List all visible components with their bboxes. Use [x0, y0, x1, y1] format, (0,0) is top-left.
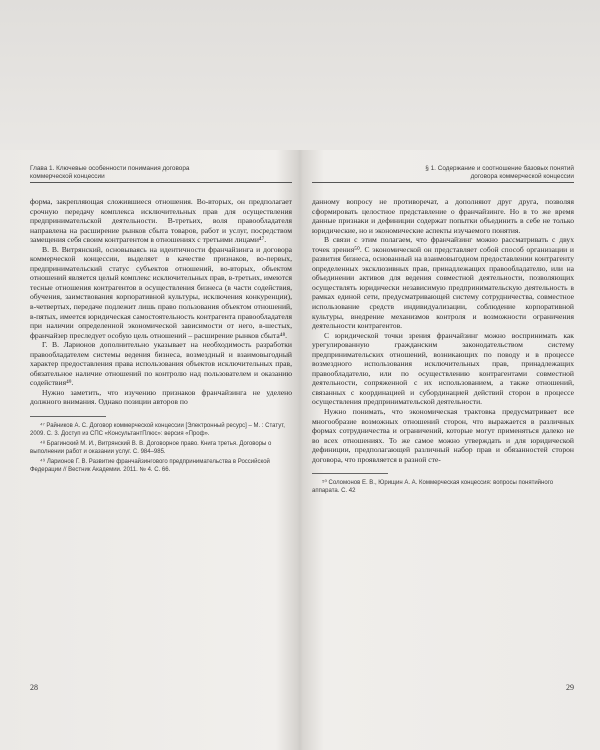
right-page — [312, 150, 574, 690]
header-line-1: § 1. Содержание и соотношение базовых понятий — [425, 165, 574, 172]
paragraph: В связи с этим полагаем, что франчайзинг можно рассматривать с двух точек зрения⁵⁰. С экономической он представляет собой способ организации и развития бизнеса, основанный на взаимовыгодном предоставлении контрагенту определенных эксклюзивных прав, принадлежащих правообладателю, или на объединении активов для ведения совместной деятельности, позволяющих осуществлять юридически независимую предпринимательскую деятельность в рамках единой сети, предусматривающей систему сотрудничества, совместное использование средств индивидуализации, соблюдение корпоративной культуры, внедрение механизмов контроля и возможности ограничения деятельности контрагентов. — [312, 235, 574, 331]
header-line-2: коммерческой концессии — [30, 173, 105, 180]
paragraph: Г. В. Ларионов дополнительно указывает на необходимость разработки правообладателем системы ведения бизнеса, возмездный и взаимовыгодный характер предоставления права использования объектов исключительных прав, обязательное наличие отношений по контролю над пользователем и оказанию содействия⁴⁹. — [30, 340, 292, 388]
page-top-margin — [0, 0, 600, 150]
page-number: 28 — [30, 683, 38, 692]
paragraph: форма, закрепляющая сложившиеся отношения. Во-вторых, он предполагает срочную передачу комплекса исключительных прав для осуществления предпринимательской деятельности. В-третьих, воля правообладателя направлена на расширение рынков сбыта товаров, работ и услуг, посредством замещения себя своим контрагентом в отношениях с третьими лицами⁴⁷. — [30, 197, 292, 245]
page-number: 29 — [566, 683, 574, 692]
footnote: ⁴⁸ Брагинский М. И., Витрянский В. В. Договорное право. Книга третья. Договоры о выполнении работ и оказании услуг. С. 984–985. — [30, 441, 272, 455]
footnote: ⁴⁷ Райников А. С. Договор коммерческой концессии [Электронный ресурс] – М. : Статут, 2009. С. 3. Доступ из СПС «КонсультантПлюс»: версия «Проф». — [30, 423, 285, 437]
footnote-divider — [312, 473, 388, 474]
body-text — [30, 197, 292, 407]
paragraph: С юридической точки зрения франчайзинг можно воспринимать как урегулированную гражданским законодательством систему предпринимательских отношений, возникающих по поводу и в процессе возмездного использования исключительных прав, принадлежащих правообладателю, или по осуществлению контрагентами совместной деятельности, сопряженной с их использованием, а также отношений, связанных с координацией и субординацией действий сторон в процессе осуществления предпринимательской деятельности. — [312, 330, 574, 407]
running-header — [312, 165, 574, 183]
left-page — [30, 150, 292, 690]
running-header — [30, 165, 292, 183]
paragraph: В. В. Витрянский, основываясь на идентичности франчайзинга и договора коммерческой концессии, выделяет в качестве признаков, во-первых, предпринимательский статус субъектов отношений, во-вторых, объектом отношений является целый комплекс исключительных прав, в-третьих, имеются тесные отношения контрагентов в осуществления бизнеса (в части содействия, обучения, заимствования корпоративной культуры, исключения конкуренции), в-четвертых, передаче подлежит лишь право пользования объектом отношений, в-пятых, имеется юридическая самостоятельность контрагента правообладателя при наличии определенной экономической зависимости от него, в-шестых, франчайзер преследует особую цель отношений – расширение рынков сбыта⁴⁸. — [30, 244, 292, 340]
body-text — [312, 197, 574, 464]
paragraph: данному вопросу не противоречат, а дополняют друг друга, позволяя сформировать целостное представление о франчайзинге. Но в то же время данные признаки и дефиниции содержат попытки объединить в себе не только юридические, но и экономические аспекты изучаемого понятия. — [312, 197, 574, 235]
footnote: ⁴⁹ Ларионов Г. В. Развитие франчайзингового предпринимательства в Российской Федерации // Вестник Академии. 2011. № 4. С. 66. — [30, 459, 270, 473]
footnote: ⁵⁰ Соломонов Е. В., Юрищин А. А. Коммерческая концессия: вопросы понятийного аппарата. С. 42 — [312, 480, 554, 494]
paragraph: Нужно понимать, что экономическая трактовка предусматривает все многообразие возможных отношений сторон, что выражается в различных формах сотрудничества и ограничений, которые могут применяться далеко не во всех отношениях. То же самое можно утверждать и для юридической дефиниции, предполагающей различный набор прав и обязанностей сторон договора, что проявляется в разной сте- — [312, 407, 574, 464]
paragraph: Нужно заметить, что изучению признаков франчайзинга не уделено должного внимания. Однако позиции авторов по — [30, 387, 292, 407]
header-line-2: договора коммерческой концессии — [470, 173, 574, 180]
header-line-1: Глава 1. Ключевые особенности понимания договора — [30, 165, 190, 172]
footnote-divider — [30, 416, 106, 417]
